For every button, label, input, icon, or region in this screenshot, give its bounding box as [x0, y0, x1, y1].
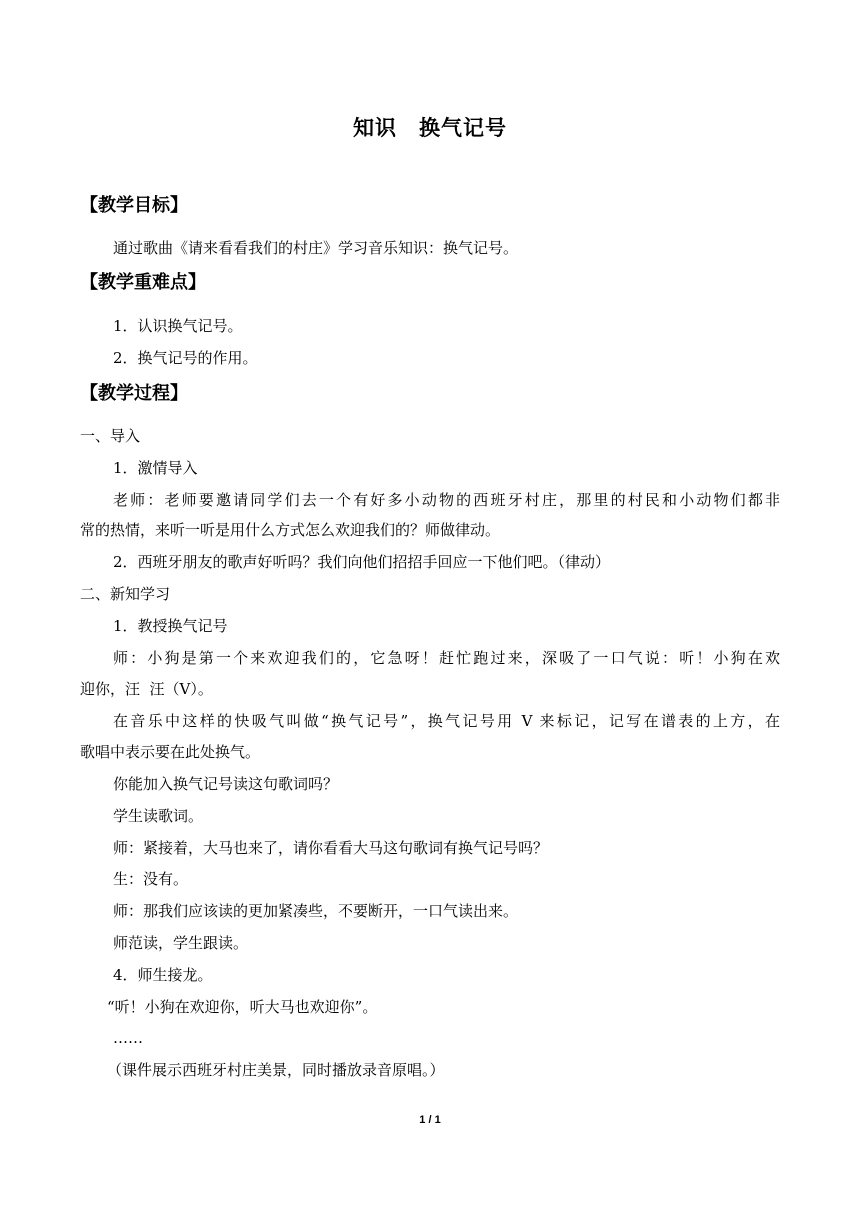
part2-dog-line-1: 师：小狗是第一个来欢迎我们的，它急呀！赶忙跑过来，深吸了一口气说：听！小狗在欢: [113, 649, 780, 667]
key-point-item-2: 2．换气记号的作用。: [113, 349, 258, 367]
key-points-heading: 【教学重难点】: [80, 272, 206, 293]
part2-quote: “听！小狗在欢迎你，听大马也欢迎你”。: [107, 998, 378, 1016]
part2-music-line-2: 歌唱中表示要在此处换气。: [80, 743, 261, 761]
process-heading: 【教学过程】: [80, 383, 188, 404]
title-part2: 换气记号: [419, 115, 507, 140]
part1-teacher-line-1: 老师：老师要邀请同学们去一个有好多小动物的西班牙村庄，那里的村民和小动物们都非: [113, 491, 780, 509]
part2-question: 你能加入换气记号读这句歌词吗？: [113, 775, 339, 793]
part2-ellipsis: ……: [113, 1029, 143, 1047]
part2-demo: 师范读，学生跟读。: [113, 934, 249, 952]
part2-horse: 师：紧接着，大马也来了，请你看看大马这句歌词有换气记号吗？: [113, 839, 549, 857]
part2-courseware: （课件展示西班牙村庄美景，同时播放录音原唱。）: [107, 1061, 445, 1079]
part1-item-1: 1．激情导入: [113, 459, 198, 477]
part2-students-read: 学生读歌词。: [113, 807, 204, 825]
part2-item-1: 1．教授换气记号: [113, 617, 228, 635]
part1-teacher-line-2: 常的热情，来听一听是用什么方式怎么欢迎我们的？师做律动。: [80, 521, 501, 539]
page-number: 1 / 1: [419, 1114, 441, 1126]
part2-item-4: 4．师生接龙。: [113, 966, 213, 984]
part1-title: 一、导入: [80, 427, 141, 445]
part2-title: 二、新知学习: [80, 585, 171, 603]
part2-dog-line-2: 迎你，汪 汪（V）。: [80, 680, 213, 698]
part2-teacher-instruct: 师：那我们应该读的更加紧凑些，不要断开，一口气读出来。: [113, 902, 519, 920]
part2-answer: 生：没有。: [113, 870, 189, 888]
goals-text: 通过歌曲《请来看看我们的村庄》学习音乐知识：换气记号。: [113, 239, 519, 257]
goals-heading: 【教学目标】: [80, 195, 188, 216]
part2-music-line-1: 在音乐中这样的快吸气叫做“换气记号”，换气记号用 V 来标记，记写在谱表的上方，在: [113, 712, 780, 730]
key-point-item-1: 1．认识换气记号。: [113, 317, 243, 335]
part1-item-2: 2．西班牙朋友的歌声好听吗？我们向他们招招手回应一下他们吧。（律动）: [113, 553, 611, 571]
title-part1: 知识: [353, 115, 397, 140]
page-title: [0, 113, 860, 143]
